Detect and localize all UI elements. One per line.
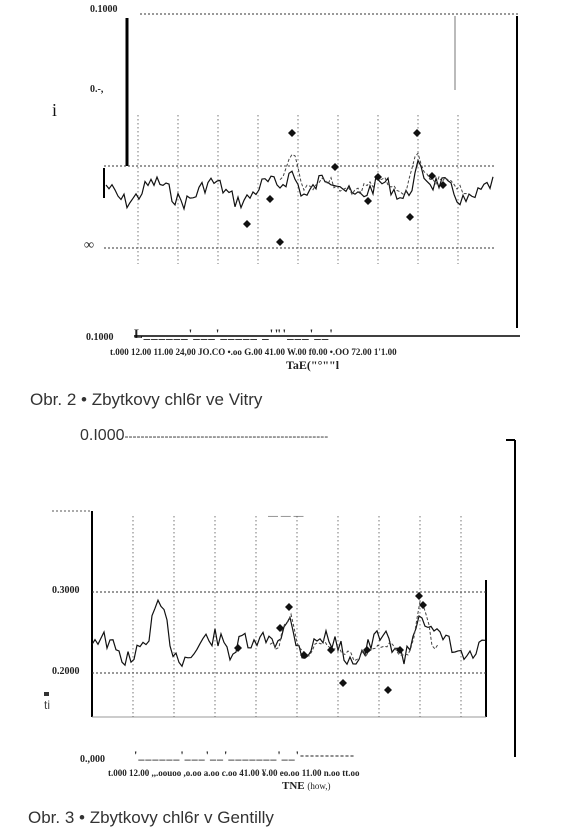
fig2-x-tick: t.000: [110, 347, 129, 357]
fig3-x-tick: ,,.oouoo: [151, 768, 182, 778]
fig2-x-tick: •.OO: [329, 347, 350, 357]
fig3-x-tick: a.oo: [203, 768, 220, 778]
fig2-x-tick: 41.00: [264, 347, 285, 357]
diamond-marker: [396, 646, 404, 654]
fig2-x-tick: 72.00: [351, 347, 372, 357]
fig2-x-tick: 1'1.00: [373, 347, 397, 357]
fig2-x-tick: 11.00: [153, 347, 174, 357]
fig3-caption: Obr. 3 • Zbytkovy chl6r v Gentilly: [28, 808, 274, 827]
fig3-x-tick: n.oo: [323, 768, 341, 778]
fig2-x-tick: •.oo: [227, 347, 242, 357]
fig3-x-tick: ,o.oo: [183, 768, 202, 778]
fig2-x-tick: 12.00: [131, 347, 152, 357]
fig3-x-tick: 41.00: [239, 768, 260, 778]
fig2-y-mark: i: [52, 100, 58, 120]
fig3-x-ticks: [108, 768, 548, 778]
fig2-y-label-bottom: 0.1000: [86, 332, 114, 343]
fig3-x-tick: 11.00: [301, 768, 322, 778]
fig2-bottom-dash: L______'___'_____ _'"'___'__': [134, 326, 334, 341]
diamond-marker: [327, 646, 335, 654]
fig2-x-tick: W.00: [287, 347, 307, 357]
fig2-x-tick: G.00: [244, 347, 263, 357]
fig3-x-tick: 12.00: [129, 768, 150, 778]
fig3-top-dash: ---------------------------------------------------: [124, 429, 329, 443]
fig3-x-title-text: TNE: [282, 780, 305, 792]
fig3-left-mark: [44, 692, 49, 696]
fig3-y-label-bottom: 0.,000: [80, 754, 105, 765]
fig3-x-tick: tt.oo: [342, 768, 360, 778]
fig3-y-mark: ti: [44, 698, 50, 712]
fig2-x-tick: f0.00: [308, 347, 328, 357]
fig3-x-tick: ¥.00: [261, 768, 278, 778]
fig2-caption: Obr. 2 • Zbytkovy chl6r ve Vitry: [30, 390, 263, 409]
fig3-bottom-dash: '______'___'__'_______'__'-----------: [134, 748, 355, 762]
fig3-x-tick: c.oo: [221, 768, 238, 778]
diamond-marker: [384, 686, 392, 694]
fig3-inner-text: — — —: [268, 511, 304, 522]
fig2-y-label-low: ∞: [84, 238, 94, 253]
diamond-marker: [415, 592, 423, 600]
fig3-y-label-mid: 0.3000: [52, 585, 80, 596]
fig3-x-tick: eo.oo: [279, 768, 300, 778]
fig3-x-title: [282, 780, 331, 792]
diamond-marker: [339, 679, 347, 687]
fig2-y-label-second: 0.-,: [90, 84, 104, 95]
fig3-y-label-low: 0.2000: [52, 666, 80, 677]
fig2-x-tick: JO.CO: [198, 347, 226, 357]
diamond-marker: [285, 603, 293, 611]
fig2-x-tick: 24,00: [175, 347, 196, 357]
fig3-x-unit: (how,): [307, 781, 331, 791]
fig2-y-label-top: 0.1000: [90, 4, 118, 15]
fig3-top-value: 0.I000: [80, 427, 125, 444]
fig3-x-tick: t.000: [108, 768, 127, 778]
fig2-x-title: TaE("°""l: [286, 358, 340, 372]
diamond-marker: [234, 644, 242, 652]
fig3-series-dashed: [270, 602, 438, 661]
